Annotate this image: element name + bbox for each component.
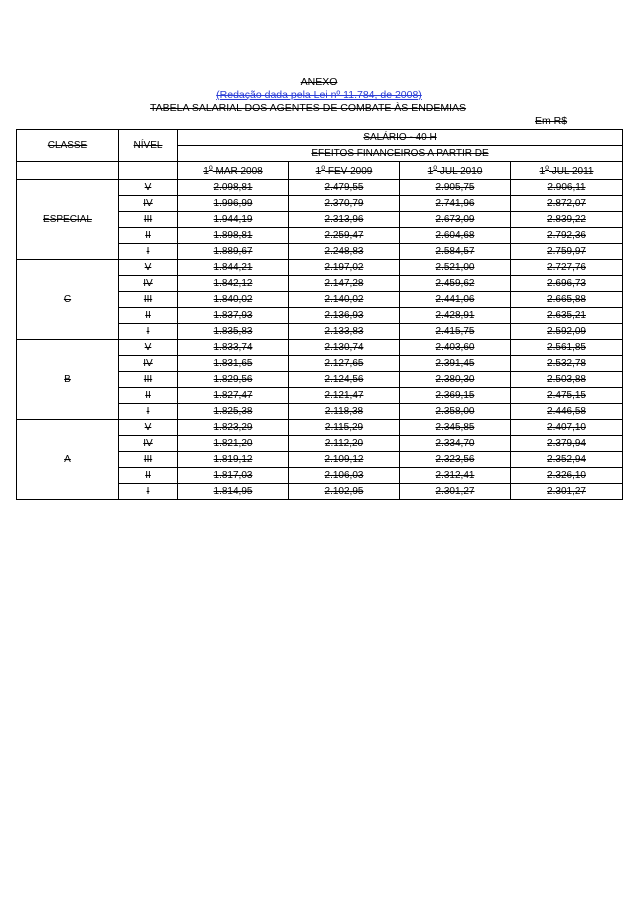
salary-cell: 2.345,85 — [400, 420, 511, 436]
level-cell: II — [119, 228, 178, 244]
level-cell: III — [119, 452, 178, 468]
salary-cell: 2.441,06 — [400, 292, 511, 308]
salary-cell: 2.326,10 — [511, 468, 623, 484]
level-cell: V — [119, 340, 178, 356]
amendment-link[interactable]: (Redação dada pela Lei nº 11.784, de 2008) — [216, 89, 422, 101]
salary-cell: 1.835,83 — [178, 324, 289, 340]
level-cell: III — [119, 292, 178, 308]
header-date: 1$^o$ JUL 2010 — [400, 162, 511, 180]
table-heading: TABELA SALARIAL DOS AGENTES DE COMBATE ÀS ENDEMIAS — [150, 102, 467, 114]
level-cell: II — [119, 468, 178, 484]
level-cell: III — [119, 212, 178, 228]
class-cell: ESPECIAL — [17, 180, 119, 260]
salary-cell: 2.248,83 — [289, 244, 400, 260]
salary-cell: 2.459,62 — [400, 276, 511, 292]
salary-cell: 2.259,47 — [289, 228, 400, 244]
salary-cell: 2.635,21 — [511, 308, 623, 324]
table-row — [17, 260, 623, 276]
salary-cell: 2.584,57 — [400, 244, 511, 260]
salary-cell: 2.130,74 — [289, 340, 400, 356]
salary-cell: 2.872,07 — [511, 196, 623, 212]
level-cell: III — [119, 372, 178, 388]
salary-cell: 2.301,27 — [511, 484, 623, 500]
class-cell: B — [17, 340, 119, 420]
salary-cell: 1.819,12 — [178, 452, 289, 468]
salary-cell: 2.521,00 — [400, 260, 511, 276]
salary-cell: 1.842,12 — [178, 276, 289, 292]
salary-cell: 2.391,45 — [400, 356, 511, 372]
salary-cell: 2.312,41 — [400, 468, 511, 484]
salary-cell: 2.475,15 — [511, 388, 623, 404]
header-efeitos: EFEITOS FINANCEIROS A PARTIR DE — [178, 146, 623, 162]
header-nivel: NÍVEL — [119, 130, 178, 162]
salary-cell: 1.827,47 — [178, 388, 289, 404]
level-cell: V — [119, 260, 178, 276]
level-cell: II — [119, 388, 178, 404]
salary-cell: 2.358,00 — [400, 404, 511, 420]
table-row — [17, 340, 623, 356]
header-blank — [119, 162, 178, 180]
header-date: 1$^o$ JUL 2011 — [511, 162, 623, 180]
salary-cell: 2.352,94 — [511, 452, 623, 468]
salary-cell: 2.792,36 — [511, 228, 623, 244]
salary-cell: 1.831,65 — [178, 356, 289, 372]
level-cell: V — [119, 420, 178, 436]
salary-cell: 2.403,60 — [400, 340, 511, 356]
salary-cell: 2.759,97 — [511, 244, 623, 260]
salary-cell: 1.829,56 — [178, 372, 289, 388]
salary-cell: 2.407,10 — [511, 420, 623, 436]
salary-cell: 2.197,02 — [289, 260, 400, 276]
salary-cell: 2.133,83 — [289, 324, 400, 340]
salary-cell: 2.906,11 — [511, 180, 623, 196]
salary-cell: 2.380,30 — [400, 372, 511, 388]
salary-cell: 2.696,73 — [511, 276, 623, 292]
class-cell: C — [17, 260, 119, 340]
class-cell: A — [17, 420, 119, 500]
level-cell: IV — [119, 196, 178, 212]
salary-cell: 1.833,74 — [178, 340, 289, 356]
salary-cell: 2.446,58 — [511, 404, 623, 420]
salary-cell: 2.112,20 — [289, 436, 400, 452]
level-cell: I — [119, 404, 178, 420]
salary-cell: 1.837,93 — [178, 308, 289, 324]
salary-cell: 2.147,28 — [289, 276, 400, 292]
header-date: 1$^o$ MAR 2008 — [178, 162, 289, 180]
salary-cell: 2.561,85 — [511, 340, 623, 356]
salary-table — [16, 129, 623, 500]
salary-cell: 2.673,09 — [400, 212, 511, 228]
salary-cell: 2.301,27 — [400, 484, 511, 500]
salary-cell: 2.428,91 — [400, 308, 511, 324]
level-cell: I — [119, 244, 178, 260]
salary-cell: 2.334,70 — [400, 436, 511, 452]
salary-cell: 2.665,88 — [511, 292, 623, 308]
level-cell: V — [119, 180, 178, 196]
header-salario: SALÁRIO - 40 H — [178, 130, 623, 146]
salary-cell: 2.532,78 — [511, 356, 623, 372]
salary-cell: 2.323,56 — [400, 452, 511, 468]
table-row — [17, 180, 623, 196]
salary-cell: 1.996,99 — [178, 196, 289, 212]
salary-cell: 2.106,03 — [289, 468, 400, 484]
salary-cell: 1.817,03 — [178, 468, 289, 484]
header-classe: CLASSE — [17, 130, 119, 162]
header-date: 1$^o$ FEV 2009 — [289, 162, 400, 180]
salary-cell: 1.840,02 — [178, 292, 289, 308]
salary-cell: 1.821,20 — [178, 436, 289, 452]
salary-cell: 2.503,88 — [511, 372, 623, 388]
salary-cell: 2.136,93 — [289, 308, 400, 324]
salary-cell: 1.814,95 — [178, 484, 289, 500]
salary-cell: 2.109,12 — [289, 452, 400, 468]
salary-cell: 2.741,96 — [400, 196, 511, 212]
level-cell: IV — [119, 436, 178, 452]
salary-cell: 2.479,55 — [289, 180, 400, 196]
salary-cell: 2.098,81 — [178, 180, 289, 196]
salary-cell: 2.102,95 — [289, 484, 400, 500]
salary-cell: 2.313,96 — [289, 212, 400, 228]
salary-cell: 2.604,68 — [400, 228, 511, 244]
salary-cell: 1.823,29 — [178, 420, 289, 436]
salary-cell: 2.370,79 — [289, 196, 400, 212]
salary-cell: 1.825,38 — [178, 404, 289, 420]
salary-cell: 2.592,09 — [511, 324, 623, 340]
salary-cell: 2.115,29 — [289, 420, 400, 436]
salary-cell: 2.118,38 — [289, 404, 400, 420]
salary-cell: 2.140,02 — [289, 292, 400, 308]
salary-cell: 1.944,19 — [178, 212, 289, 228]
level-cell: IV — [119, 276, 178, 292]
salary-cell: 2.369,15 — [400, 388, 511, 404]
level-cell: IV — [119, 356, 178, 372]
level-cell: II — [119, 308, 178, 324]
salary-cell: 1.889,67 — [178, 244, 289, 260]
salary-cell: 2.905,75 — [400, 180, 511, 196]
currency-unit: Em R$ — [535, 115, 568, 127]
level-cell: I — [119, 324, 178, 340]
salary-table-body — [17, 180, 623, 500]
salary-cell: 2.727,76 — [511, 260, 623, 276]
salary-cell: 2.379,94 — [511, 436, 623, 452]
salary-cell: 2.127,65 — [289, 356, 400, 372]
level-cell: I — [119, 484, 178, 500]
header-blank — [17, 162, 119, 180]
salary-cell: 2.121,47 — [289, 388, 400, 404]
annex-title: ANEXO — [300, 76, 338, 88]
salary-cell: 2.415,75 — [400, 324, 511, 340]
table-row — [17, 420, 623, 436]
salary-cell: 1.898,81 — [178, 228, 289, 244]
salary-cell: 2.839,22 — [511, 212, 623, 228]
salary-cell: 2.124,56 — [289, 372, 400, 388]
salary-cell: 1.844,21 — [178, 260, 289, 276]
